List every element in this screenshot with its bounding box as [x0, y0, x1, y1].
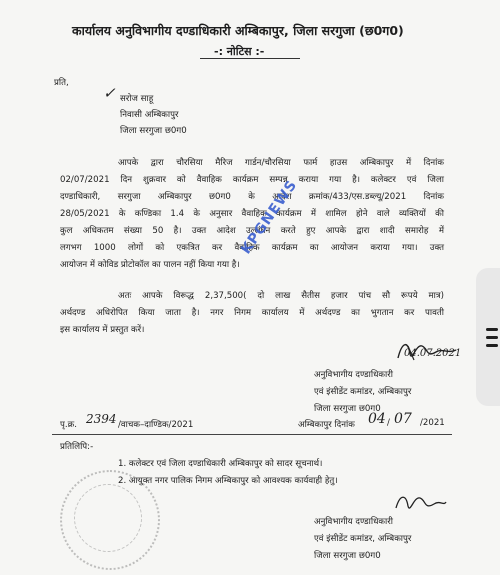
- paragraph-1-line-1: आपके द्वारा चौरसिया मैरिज गार्डन/चौरसिया फार्म हाउस अम्बिकापुर में दिनांक: [118, 158, 444, 168]
- office-seal-inner: [74, 484, 142, 552]
- notice-subtitle: -: नोटिस :-: [214, 45, 265, 58]
- signature-2-line-3: जिला सरगुजा छ0ग0: [314, 551, 381, 561]
- paragraph-1-line-6: लगभग 1000 लोगों को एकत्रित कर वैवाहिक कार्यक्रम का आयोजन कराया गया। उक्त: [60, 243, 444, 253]
- reference-day: 04: [368, 411, 386, 427]
- reference-prefix: पृ.क्र.: [60, 420, 77, 430]
- paragraph-1-line-7: आयोजन में कोविड प्रोटोकॉल का पालन नहीं किया गया है।: [60, 260, 240, 270]
- scroll-handle[interactable]: [476, 268, 500, 406]
- addressee-name: सरोज साहू: [120, 94, 154, 104]
- signature-2-line-2: एवं इंसीडेंट कमांडर, अम्बिकापुर: [314, 534, 412, 544]
- date-separator: /: [387, 418, 390, 428]
- signature-1-line-3: जिला सरगुजा छ0ग0: [314, 404, 381, 414]
- reference-month: 07: [394, 411, 412, 427]
- reference-divider: [52, 434, 452, 435]
- signature-1-line-2: एवं इंसीडेंट कमांडर, अम्बिकापुर: [314, 387, 412, 397]
- paragraph-2-line-1: अतः आपके विरूद्ध 2,37,500( दो लाख सैतीस हजार पांच सौ रूपये मात्र): [118, 291, 444, 301]
- signature-2: [390, 490, 450, 516]
- paragraph-2-line-2: अर्थदण्ड अधिरोपित किया जाता है। नगर निगम कार्यालय में अर्थदण्ड का भुगतान कर पावती: [60, 308, 444, 318]
- paragraph-2-line-3: इस कार्यालय में प्रस्तुत करें।: [60, 325, 145, 335]
- signature-1-title: अनुविभागीय दण्डाधिकारी: [314, 370, 393, 380]
- kpgnews-watermark: KPGNEWS: [238, 177, 301, 258]
- addressee-address-1: निवासी अम्बिकापुर: [120, 110, 179, 120]
- signature-2-title: अनुविभागीय दण्डाधिकारी: [314, 517, 393, 527]
- office-header: कार्यालय अनुविभागीय दण्डाधिकारी अम्बिकापुर, जिला सरगुजा (छ0ग0): [72, 23, 404, 38]
- copy-item-2: 2. आयुक्त नगर पालिक निगम अम्बिकापुर को आवश्यक कार्यवाही हेतु।: [118, 476, 338, 486]
- subtitle-underline: [200, 58, 300, 59]
- scroll-grip-line-3: [486, 344, 498, 347]
- reference-number: 2394: [86, 412, 117, 426]
- paragraph-1-line-2: 02/07/2021 दिन शुक्रवार को वैवाहिक कार्यक्रम सम्पन्न कराया गया है। कलेक्टर एवं जिला: [60, 175, 444, 185]
- addressee-address-2: जिला सरगुजा छ0ग0: [120, 126, 187, 136]
- paragraph-1-line-5: कुल अधिकतम संख्या 50 है। उक्त आदेश उल्लंघन करते हुए आपके द्वारा शादी समारोह में: [60, 226, 444, 236]
- scroll-grip-line-2: [486, 336, 498, 339]
- signature-1-date: 04.07.2021: [404, 348, 462, 359]
- paragraph-1-line-4: 28/05/2021 के कण्डिका 1.4 के अनुसार वैवाहिक कार्यक्रम में शामिल होने वाले व्यक्तियों की: [60, 209, 444, 219]
- scroll-grip-line-1: [486, 328, 498, 331]
- addressee-prefix: प्रति,: [54, 78, 69, 88]
- receipt-tick-mark: ✓: [103, 84, 116, 102]
- reference-place-date: अम्बिकापुर दिनांक: [298, 420, 355, 430]
- paragraph-1-line-3: दण्डाधिकारी, सरगुजा अम्बिकापुर छ0ग0 के आदेश क्रमांक/433/एस.डब्ल्यू/2021 दिनांक: [60, 192, 444, 202]
- reference-year: /2021: [420, 418, 445, 428]
- copy-item-1: 1. कलेक्टर एवं जिला दण्डाधिकारी अम्बिकापुर को सादर सूचनार्थ।: [118, 459, 323, 469]
- copy-label: प्रतिलिपि:-: [60, 442, 94, 452]
- reference-suffix: /वाचक–दाण्डिक/2021: [118, 420, 194, 430]
